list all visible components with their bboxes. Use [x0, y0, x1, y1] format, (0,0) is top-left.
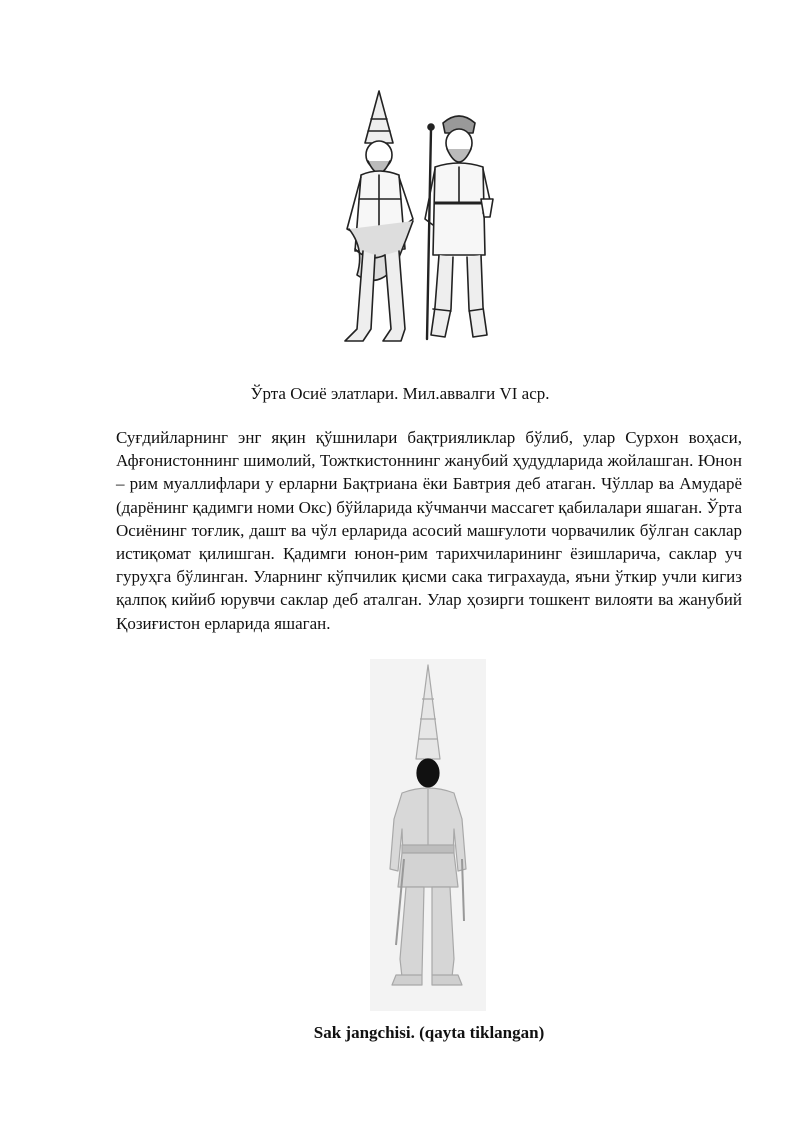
saka-warrior-figure: [370, 659, 486, 1011]
saka-warrior-photo: [370, 659, 486, 1011]
two-men-drawing: [335, 79, 495, 363]
figure1-caption: Ўрта Осиё элатлари. Мил.аввалги VI аср.: [250, 384, 550, 403]
figure2-caption: Sak jangchisi. (qayta tiklangan): [313, 1023, 545, 1042]
central-asian-peoples-illustration: [335, 79, 495, 363]
body-paragraph: Суғдийларнинг энг яқин қўшнилари бақтрияликлар бўлиб, улар Сурхон воҳаси, Афғонистоннинг шимолий, Тожткистоннинг жанубий ҳудудларида жойлашган. Юнон – рим муаллифлари у ерларни Бақтриана ёки Бавтрия деб атаган. Чўллар ва Амударё (дарёнинг қадимги номи Окс) бўйларида кўчманчи массагет қабилалари яшаган. Ўрта Осиёнинг тоғлик, дашт ва чўл ерларида асосий машғулоти чорвачилик бўлган саклар истиқомат қилишган. Қадимги юнон-рим тарихчиларининг ёзишларича, саклар уч гуруҳга бўлинган. Уларнинг кўпчилик қисми сака тиграхауда, яъни ўткир учли кигиз қалпоқ кийиб юрувчи саклар деб аталган. Улар ҳозирги тошкент вилояти ва жанубий Қозиғистон ерларида яшаган.: [116, 428, 742, 633]
